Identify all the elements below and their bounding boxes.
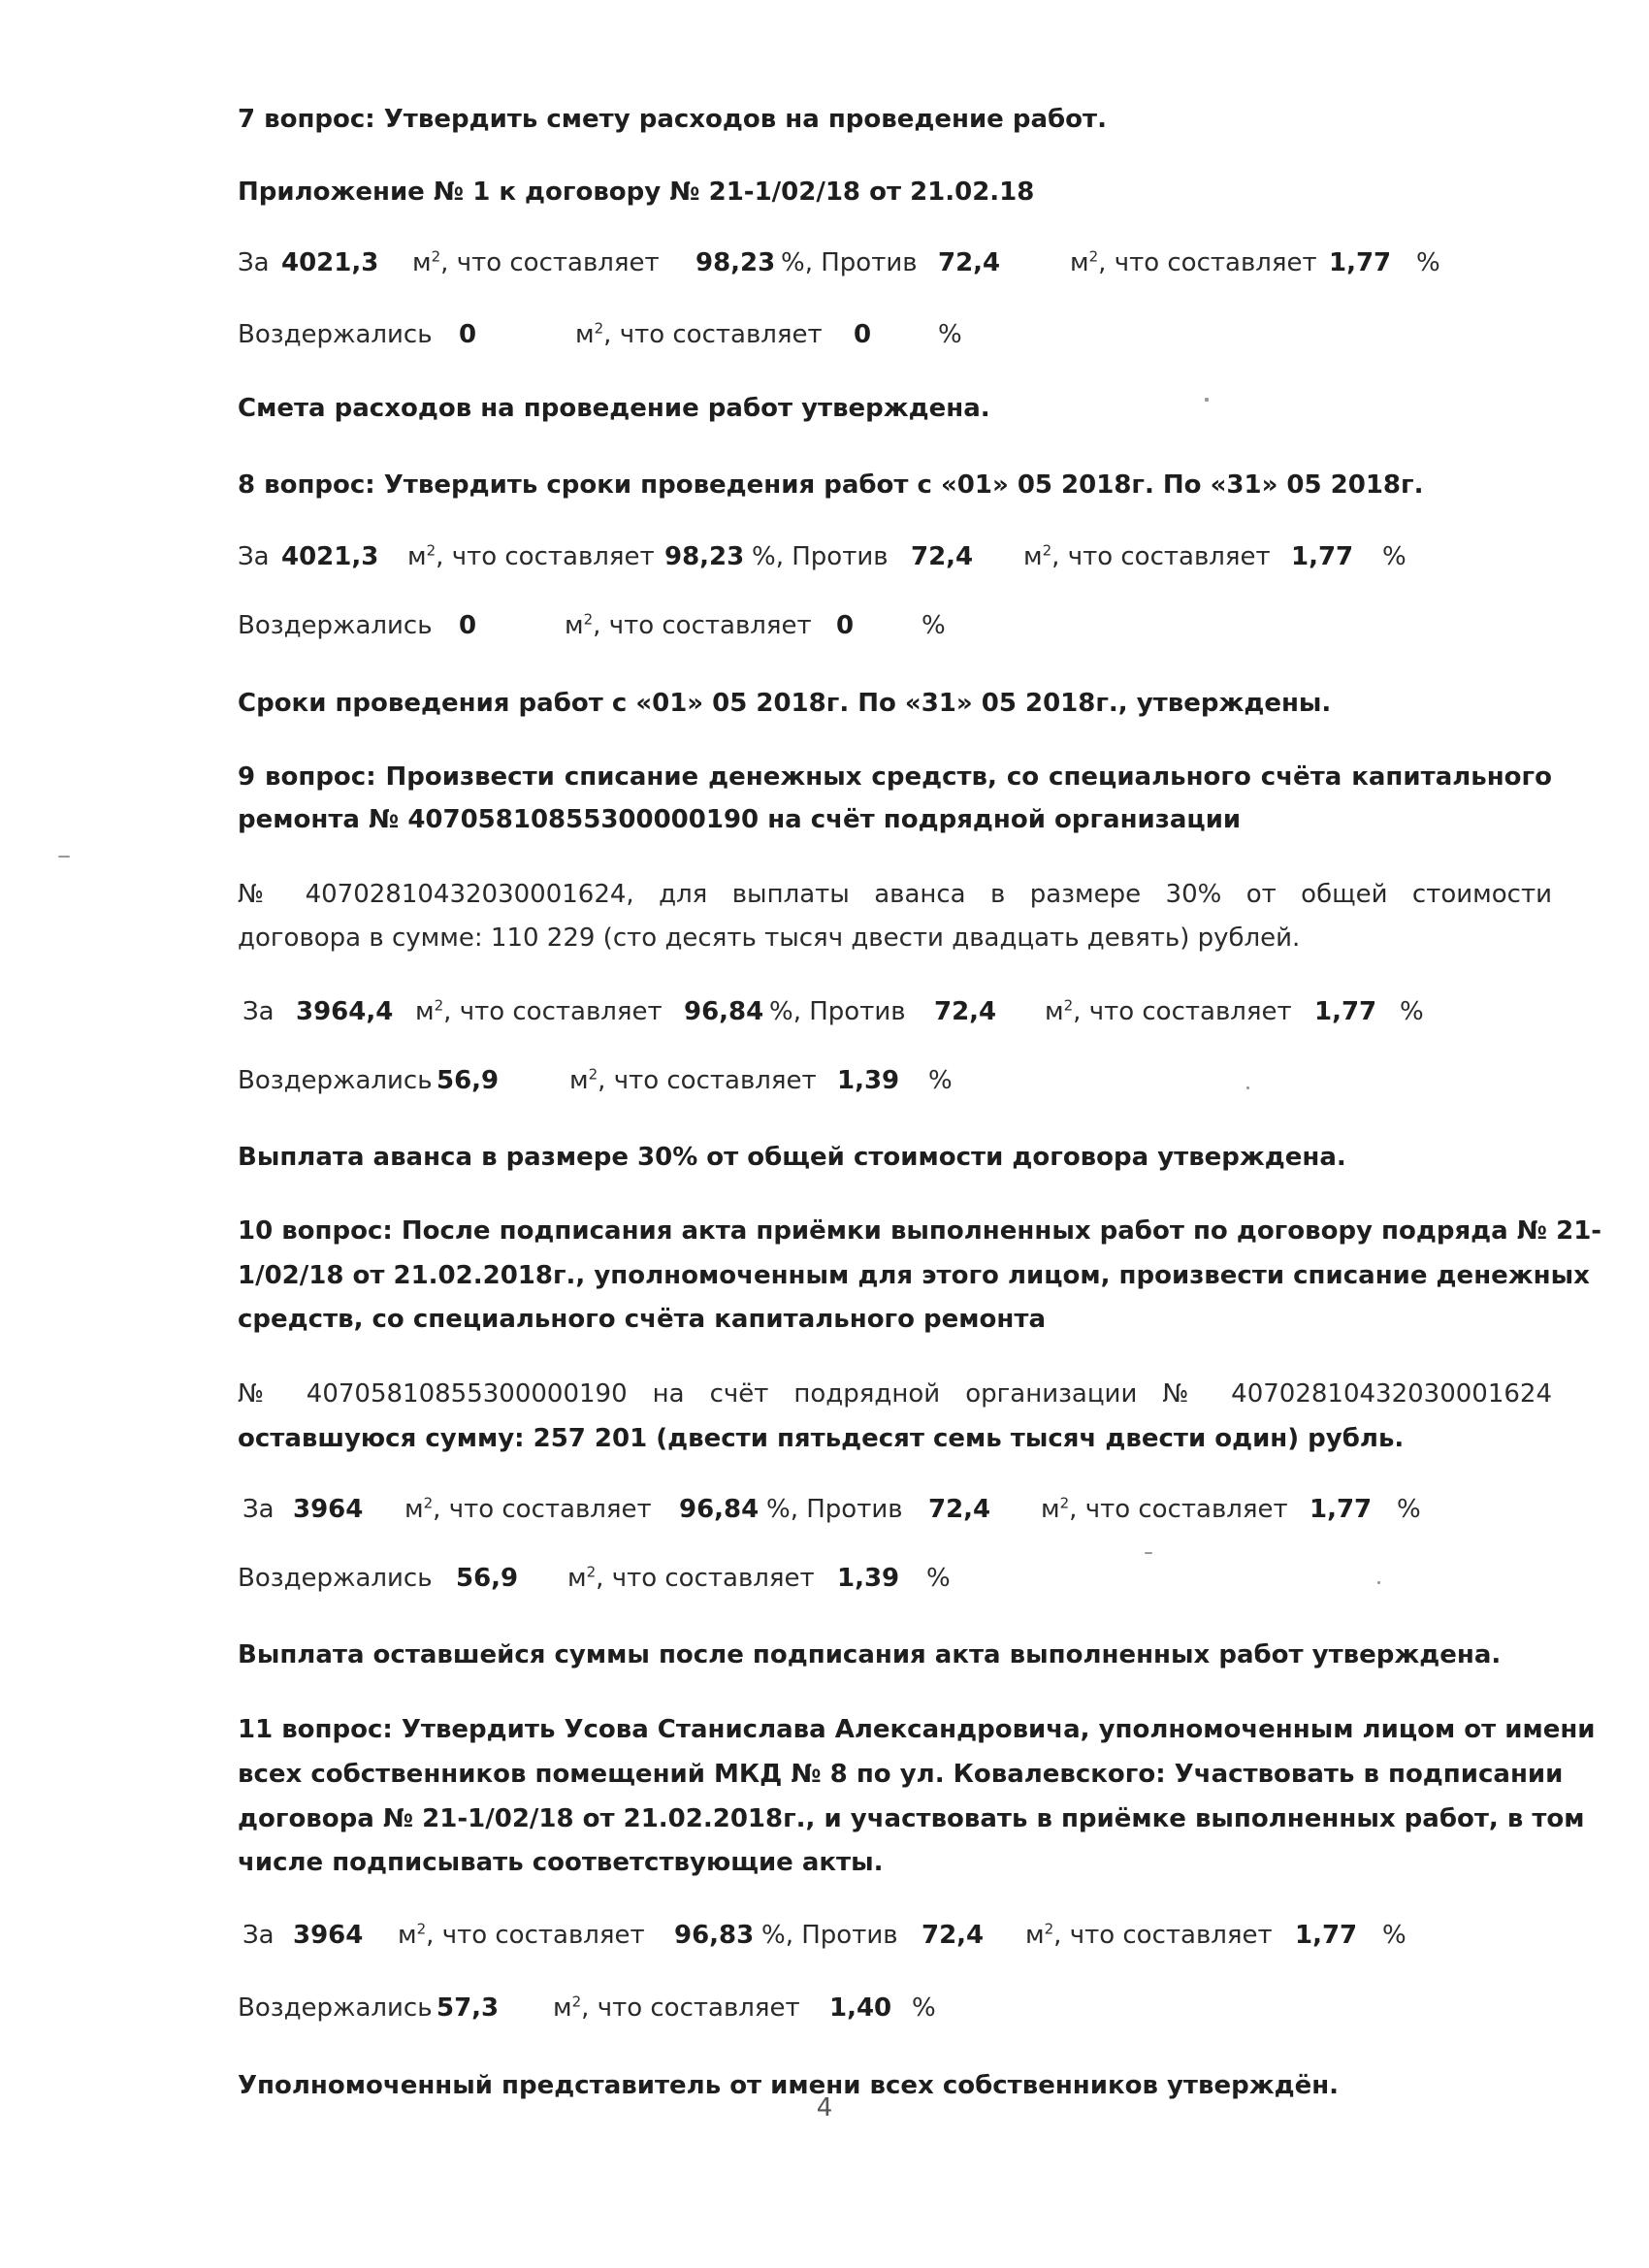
vote-abstain-area: 0: [459, 320, 477, 349]
question-7-appendix: Приложение № 1 к договору № 21-1/02/18 от 21.02.18: [238, 178, 1035, 207]
document-page: 7 вопрос: Утвердить смету расходов на проведение работ. Приложение № 1 к договору № 21-1/02/18 от 21.02.18 За 4021,3 $м^2$, что составляет 98,23 %, Против 72,4 $м^2$, что составляет 1,77 % Воздержались 0 $м^2$, что составляет 0 % Смета расходов на проведение работ утверждена. 8 вопрос: Утвердить сроки проведения работ с «01» 05 2018г. По «31» 05 2018г. За 4021,3 $м^2$, что составляет 98,23 %, Против 72,4 $м^2$, что составляет 1,77 % Воздержались 0 $м^2$, что составляет 0 % Сроки проведения работ с «01» 05 2018г. По «31» 05 2018г., утверждены. 9 вопрос: Произвести списание денежных средств, со специального счёта капитального ремонта № 40705810855300000190 на счёт подрядной организации № 40702810432030001624, для выплаты аванса в размере 30% от общей стоимости договора в сумме: 110 229 (сто десять тысяч двести двадцать девять) рублей. За 3964,4 $м^2$, что составляет 96,84 %, Против 72,4 $м^2$, что составляет 1,77 % Воздержались 56,9 $м^2$, что составляет 1,39 % Выплата аванса в размере 30% от общей стоимости договора утверждена. 10 вопрос: После подписания акта приёмки выполненных работ по договору подряда № 21- 1/02/18 от 21.02.2018г., уполномоченным для этого лицом, произвести списание денежных средств, со специального счёта капитального ремонта № 40705810855300000190 на счёт подрядной организации № 40702810432030001624 оставшуюся сумму: 257 201 (двести пятьдесят семь тысяч двести один) рубль. За 3964 $м^2$, что составляет 96,84 %, Против 72,4 $м^2$, что составляет 1,77 % Воздержались 56,9 $м^2$, что составляет 1,39 % Выплата оставшейся суммы после подписания акта выполненных работ утверждена. 11 вопрос: Утвердить Усова Станислава Александровича, уполномоченным лицом от имени всех собственников помещений МКД № 8 по ул. Ковалевского: Участвовать в подписании договора № 21-1/02/18 от 21.02.2018г., и участвовать в приёмке выполненных работ, в том числе подписывать соответствующие акты. За 3964 $м^2$, что составляет 96,83 %, Против 72,4 $м^2$, что составляет 1,77 % Воздержались 57,3 $м^2$, что составляет 1,40 % Уполномоченный представитель от имени всех собственников утверждён. 4: [0, 0, 1649, 2268]
scan-speck: [1377, 1581, 1380, 1584]
question-10-result: Выплата оставшейся суммы после подписания акта выполненных работ утверждена.: [238, 1640, 1502, 1669]
question-11-title-line-1: 11 вопрос: Утвердить Усова Станислава Александровича, уполномоченным лицом от имени: [238, 1715, 1596, 1744]
question-9-title-line-3: № 40702810432030001624, для выплаты аванса в размере 30% от общей стоимости: [238, 880, 1552, 909]
question-9-title-line-2: ремонта № 40705810855300000190 на счёт подрядной организации: [238, 805, 1242, 834]
question-11-title-line-4: числе подписывать соответствующие акты.: [238, 1848, 884, 1877]
vote-abstain-percent: 0: [854, 320, 872, 349]
question-11-title-line-2: всех собственников помещений МКД № 8 по ул. Ковалевского: Участвовать в подписании: [238, 1760, 1564, 1789]
vote-against-area: 72,4: [938, 248, 1001, 277]
scan-speck: [58, 856, 70, 858]
question-9-title-line-4: договора в сумме: 110 229 (сто десять тысяч двести двадцать девять) рублей.: [238, 923, 1301, 953]
question-9-result: Выплата аванса в размере 30% от общей стоимости договора утверждена.: [238, 1143, 1346, 1172]
scan-speck: [1145, 1552, 1152, 1554]
question-10-title-line-3: средств, со специального счёта капитального ремонта: [238, 1305, 1046, 1334]
question-9-title-line-1: 9 вопрос: Произвести списание денежных средств, со специального счёта капитального: [238, 762, 1552, 792]
question-10-title-line-1: 10 вопрос: После подписания акта приёмки выполненных работ по договору подряда № 21-: [238, 1216, 1602, 1246]
question-11-title-line-3: договора № 21-1/02/18 от 21.02.2018г., и участвовать в приёмке выполненных работ, в том: [238, 1804, 1585, 1833]
question-10-title-line-5: оставшуюся сумму: 257 201 (двести пятьдесят семь тысяч двести один) рубль.: [238, 1424, 1405, 1453]
question-8-title: 8 вопрос: Утвердить сроки проведения работ с «01» 05 2018г. По «31» 05 2018г.: [238, 470, 1424, 500]
question-10-title-line-4: № 40705810855300000190 на счёт подрядной организации № 40702810432030001624: [238, 1379, 1552, 1409]
question-7-result: Смета расходов на проведение работ утверждена.: [238, 394, 990, 423]
scan-speck: [1246, 1086, 1249, 1089]
question-8-result: Сроки проведения работ с «01» 05 2018г. По «31» 05 2018г., утверждены.: [238, 689, 1332, 718]
question-7-title: 7 вопрос: Утвердить смету расходов на проведение работ.: [238, 105, 1107, 134]
vote-for-percent: 98,23: [695, 248, 776, 277]
vote-against-percent: 1,77: [1329, 248, 1392, 277]
page-number: 4: [816, 2093, 833, 2122]
scan-speck: [1205, 398, 1209, 402]
question-11-result: Уполномоченный представитель от имени всех собственников утверждён.: [238, 2071, 1340, 2100]
question-10-title-line-2: 1/02/18 от 21.02.2018г., уполномоченным для этого лицом, произвести списание денежных: [238, 1261, 1590, 1290]
vote-for-area: 4021,3: [281, 248, 379, 277]
